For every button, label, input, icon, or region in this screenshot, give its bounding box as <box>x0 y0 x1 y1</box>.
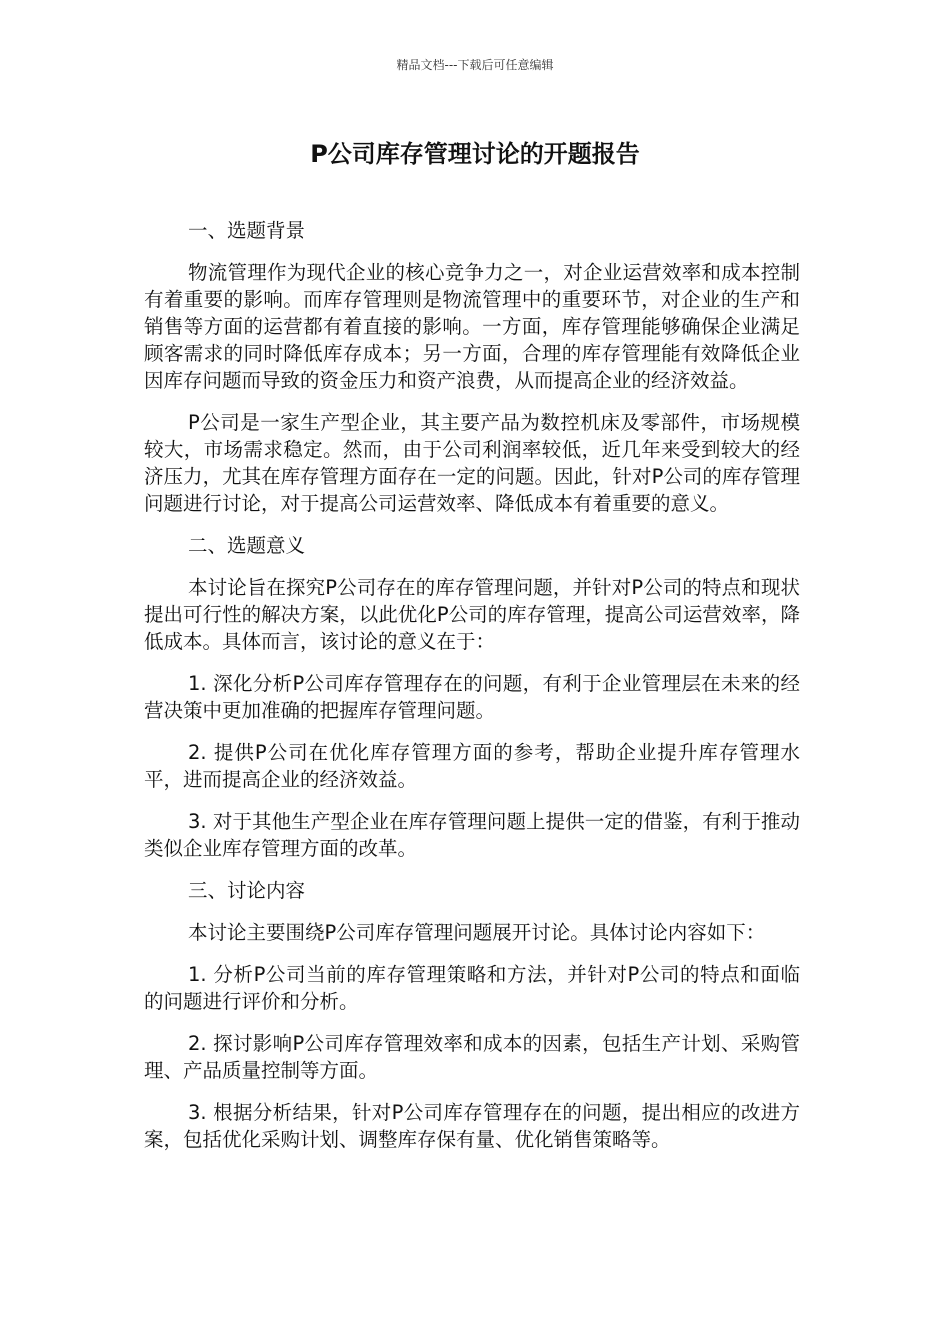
list-item: 1. 深化分析P公司库存管理存在的问题，有利于企业管理层在未来的经营决策中更加准确的把握库存管理问题。 <box>144 672 800 722</box>
section-heading-content: 三、讨论内容 <box>188 879 306 902</box>
document-body <box>144 217 800 1168</box>
document-title: P公司库存管理讨论的开题报告 <box>310 140 640 168</box>
header-note: 精品文档---下载后可任意编辑 <box>396 58 554 72</box>
paragraph: 物流管理作为现代企业的核心竞争力之一，对企业运营效率和成本控制有着重要的影响。而库存管理则是物流管理中的重要环节，对企业的生产和销售等方面的运营都有着直接的影响。一方面，库存管理能够确保企业满足顾客需求的同时降低库存成本；另一方面，合理的库存管理能有效降低企业因库存问题而导致的资金压力和资产浪费，从而提高企业的经济效益。 <box>144 261 800 392</box>
paragraph: 本讨论旨在探究P公司存在的库存管理问题，并针对P公司的特点和现状提出可行性的解决方案，以此优化P公司的库存管理，提高公司运营效率，降低成本。具体而言，该讨论的意义在于： <box>144 576 800 653</box>
list-item: 3. 根据分析结果，针对P公司库存管理存在的问题，提出相应的改进方案，包括优化采购计划、调整库存保有量、优化销售策略等。 <box>144 1101 800 1151</box>
paragraph: P公司是一家生产型企业，其主要产品为数控机床及零部件，市场规模较大，市场需求稳定。然而，由于公司利润率较低，近几年来受到较大的经济压力，尤其在库存管理方面存在一定的问题。因此，针对P公司的库存管理问题进行讨论，对于提高公司运营效率、降低成本有着重要的意义。 <box>144 411 800 515</box>
list-item: 3. 对于其他生产型企业在库存管理问题上提供一定的借鉴，有利于推动类似企业库存管理方面的改革。 <box>144 810 800 860</box>
paragraph: 本讨论主要围绕P公司库存管理问题展开讨论。具体讨论内容如下： <box>188 921 766 944</box>
section-heading-background: 一、选题背景 <box>188 219 306 242</box>
list-item: 2. 探讨影响P公司库存管理效率和成本的因素，包括生产计划、采购管理、产品质量控制等方面。 <box>144 1032 800 1082</box>
list-item: 1. 分析P公司当前的库存管理策略和方法，并针对P公司的特点和面临的问题进行评价和分析。 <box>144 963 800 1013</box>
list-item: 2. 提供P公司在优化库存管理方面的参考，帮助企业提升库存管理水平，进而提高企业的经济效益。 <box>144 741 800 791</box>
section-heading-significance: 二、选题意义 <box>188 534 306 557</box>
